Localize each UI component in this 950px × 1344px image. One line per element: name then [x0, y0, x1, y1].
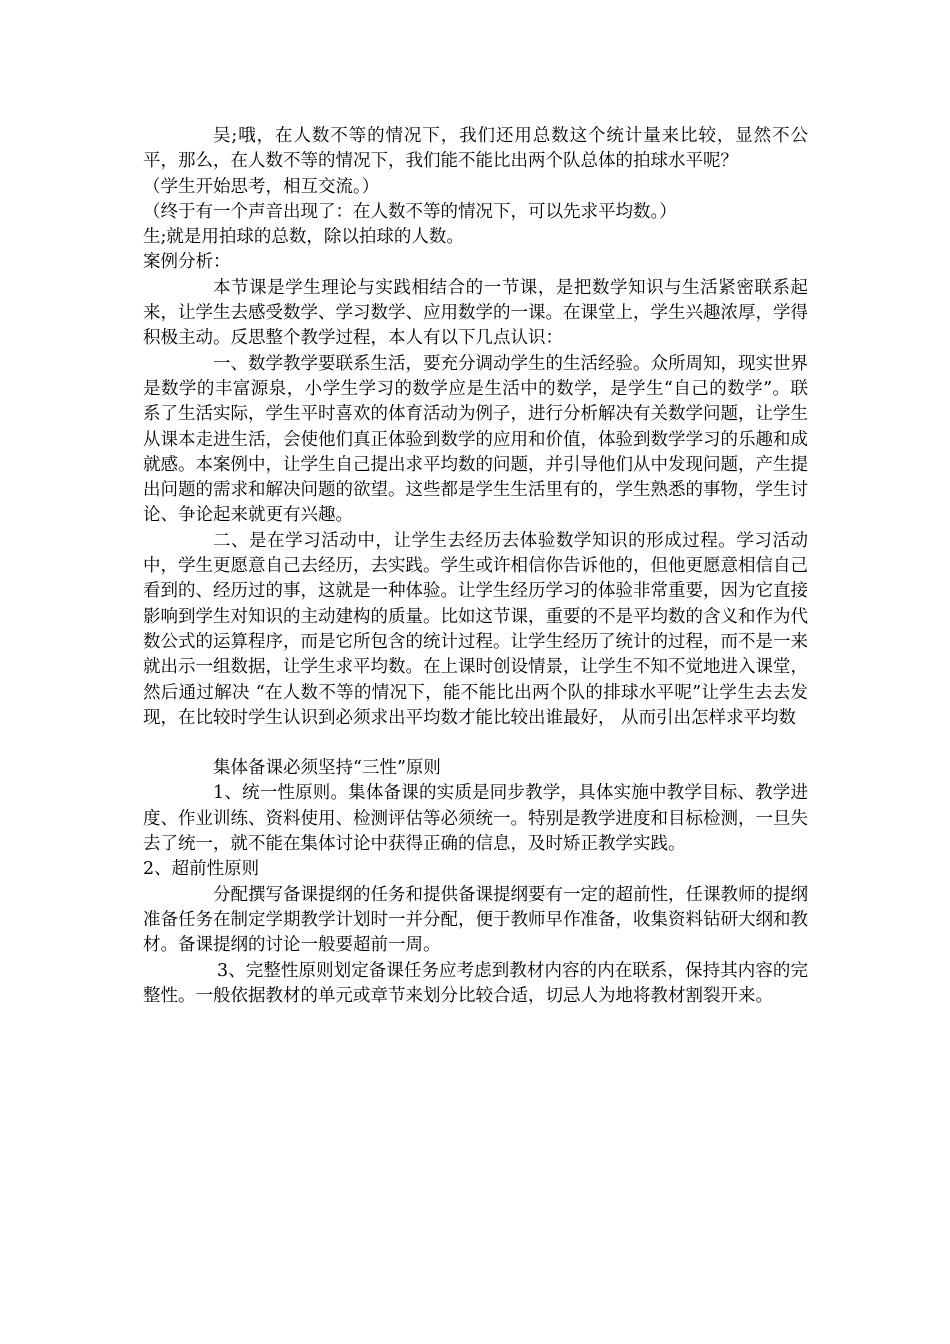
heading-case-analysis: 案例分析：	[143, 252, 231, 273]
paragraph-point-two: 二、是在学习活动中，让学生去经历去体验数学知识的形成过程。学习活动中，学生更愿意自己去经历，去实践。学生或许相信你告诉他的，但他更愿意相信自己看到的、经历过的事，这就是一种体验。让学生经历学习的体验非常重要，因为它直接影响到学生对知识的主动建构的质量。比如这节课，重要的不是平均数的含义和作为代数公式的运算程序，而是它所包含的统计过程。让学生经历了统计的过程，而不是一来就出示一组数据，让学生求平均数。在上课时创设情景，让学生不知不觉地进入课堂，然后通过解决 “在人数不等的情况下，能不能比出两个队的排球水平呢”让学生去去发现，在比较时学生认识到必须求出平均数才能比较出谁最好， 从而引出怎样求平均数	[143, 530, 808, 728]
paragraph-principle-unity: 1、统一性原则。集体备课的实质是同步教学，具体实施中教学目标、教学进度、作业训练、资料使用、检测评估等必须统一。特别是教学进度和目标检测，一旦失去了统一，就不能在集体讨论中获得正确的信息，及时矫正教学实践。	[143, 783, 808, 855]
paragraph-dialogue-wu: 吴;哦，在人数不等的情况下，我们还用总数这个统计量来比较，显然不公平，那么，在人数不等的情况下，我们能不能比出两个队总体的拍球水平呢？	[143, 126, 808, 172]
paragraph-lesson-summary: 本节课是学生理论与实践相结合的一节课，是把数学知识与生活紧密联系起来，让学生去感受数学、学习数学、应用数学的一课。在课堂上，学生兴趣浓厚，学得积极主动。反思整个教学过程，本人有以下几点认识：	[143, 277, 808, 349]
document-body	[143, 124, 808, 1009]
section-title-three-principles: 集体备课必须坚持“三性”原则	[213, 758, 441, 779]
paragraph-students-think: （学生开始思考，相互交流。）	[143, 176, 380, 197]
heading-principle-advance: 2、超前性原则	[143, 859, 260, 880]
paragraph-point-one: 一、数学教学要联系生活，要充分调动学生的生活经验。众所周知，现实世界是数学的丰富源泉，小学生学习的数学应是生活中的数学，是学生“自己的数学”。联系了生活实际，学生平时喜欢的体育活动为例子，进行分析解决有关数学问题，让学生从课本走进生活，会使他们真正体验到数学的应用和价值，体验到数学学习的乐趣和成就感。本案例中，让学生自己提出求平均数的问题，并引导他们从中发现问题，产生提出问题的需求和解决问题的欲望。这些都是学生生活里有的，学生熟悉的事物，学生讨论、争论起来就更有兴趣。	[143, 353, 808, 526]
paragraph-spacer	[143, 731, 808, 756]
paragraph-principle-completeness: 3、完整性原则划定备课任务应考虑到教材内容的内在联系，保持其内容的完整性。一般依据教材的单元或章节来划分比较合适，切忌人为地将教材割裂开来。	[143, 960, 808, 1006]
paragraph-student-answer: 生;就是用拍球的总数，除以拍球的人数。	[143, 227, 464, 248]
paragraph-principle-advance: 分配撰写备课提纲的任务和提供备课提纲要有一定的超前性，任课教师的提纲准备任务在制定学期教学计划时一并分配，便于教师早作准备，收集资料钻研大纲和教材。备课提纲的讨论一般要超前一周。	[143, 884, 808, 956]
paragraph-voice-appears: （终于有一个声音出现了：在人数不等的情况下，可以先求平均数。）	[143, 201, 677, 222]
